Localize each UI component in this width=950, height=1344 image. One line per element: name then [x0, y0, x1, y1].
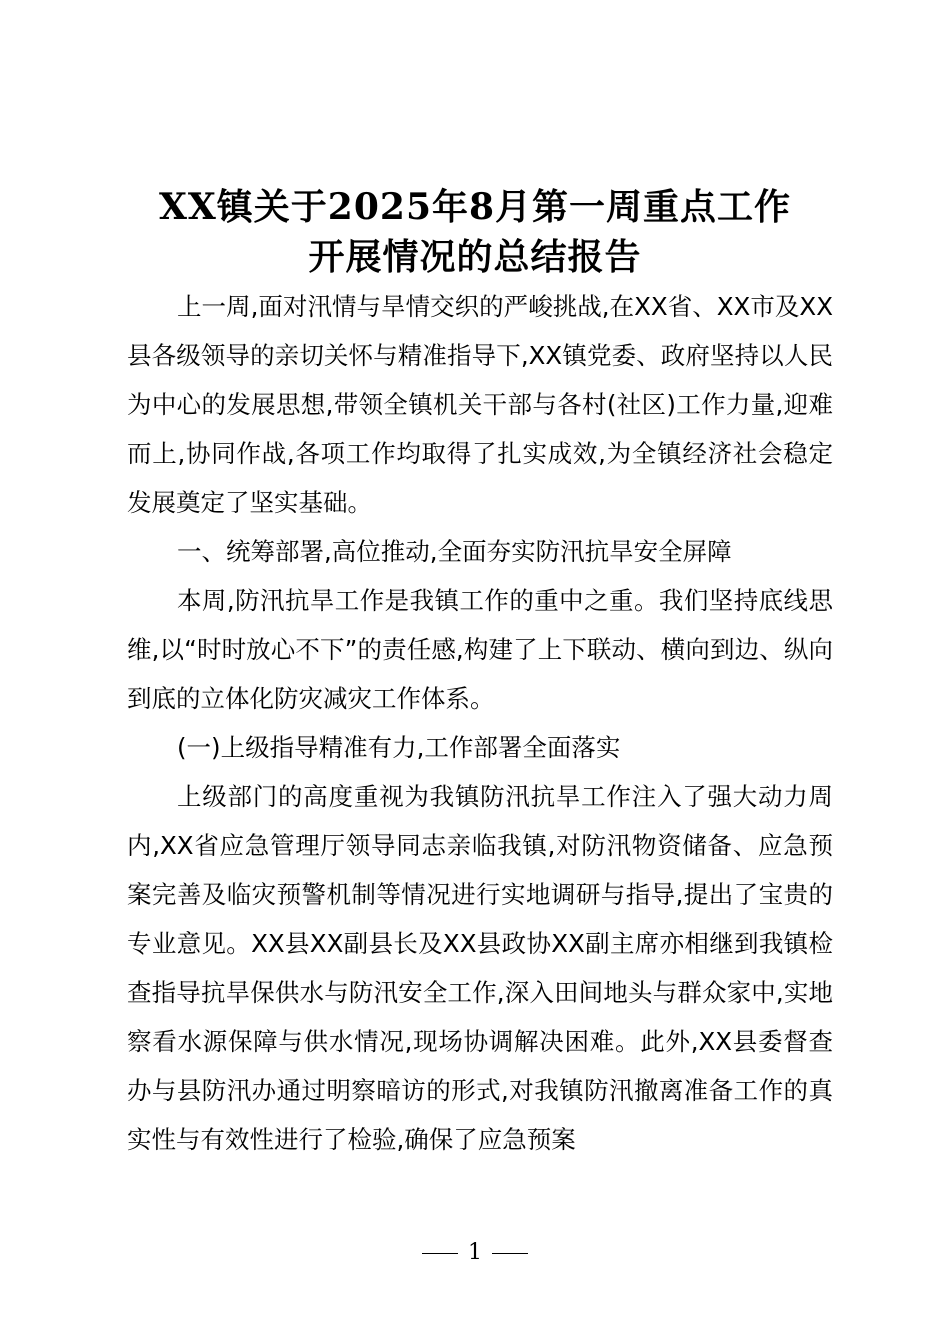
subsection-1-paragraph: 上级部门的高度重视为我镇防汛抗旱工作注入了强大动力周内,XX省应急管理厅领导同志亲临我镇,对防汛物资储备、应急预案完善及临灾预警机制等情况进行实地调研与指导,提出了宝贵的专业意见。XX县XX副县长及XX县政协XX副主席亦相继到我镇检查指导抗旱保供水与防汛安全工作,深入田间地头与群众家中,实地察看水源保障与供水情况,现场协调解决困难。此外,XX县委督查办与县防汛办通过明察暗访的形式,对我镇防汛撤离准备工作的真实性与有效性进行了检验,确保了应急预案: [127, 782, 833, 1154]
section-1-paragraph: 本周,防汛抗旱工作是我镇工作的重中之重。我们坚持底线思维,以“时时放心不下”的责任感,构建了上下联动、横向到边、纵向到底的立体化防灾减灾工作体系。: [127, 586, 833, 713]
document-title: [120, 182, 830, 282]
page-footer: [0, 1238, 950, 1268]
subsection-heading-1: (一)上级指导精准有力,工作部署全面落实: [177, 733, 621, 762]
title-line-1: XX镇关于2025年8月第一周重点工作: [158, 186, 792, 228]
document-body: [127, 282, 833, 1164]
intro-paragraph: 上一周,面对汛情与旱情交织的严峻挑战,在XX省、XX市及XX县各级领导的亲切关怀与精准指导下,XX镇党委、政府坚持以人民为中心的发展思想,带领全镇机关干部与各村(社区)工作力量,迎难而上,协同作战,各项工作均取得了扎实成效,为全镇经济社会稳定发展奠定了坚实基础。: [127, 292, 833, 517]
page-number: 1: [468, 1240, 482, 1265]
title-line-2: 开展情况的总结报告: [308, 236, 642, 278]
footer-dash-right: [492, 1253, 528, 1254]
section-heading-1: 一、统筹部署,高位推动,全面夯实防汛抗旱安全屏障: [177, 537, 732, 566]
footer-dash-left: [422, 1253, 458, 1254]
